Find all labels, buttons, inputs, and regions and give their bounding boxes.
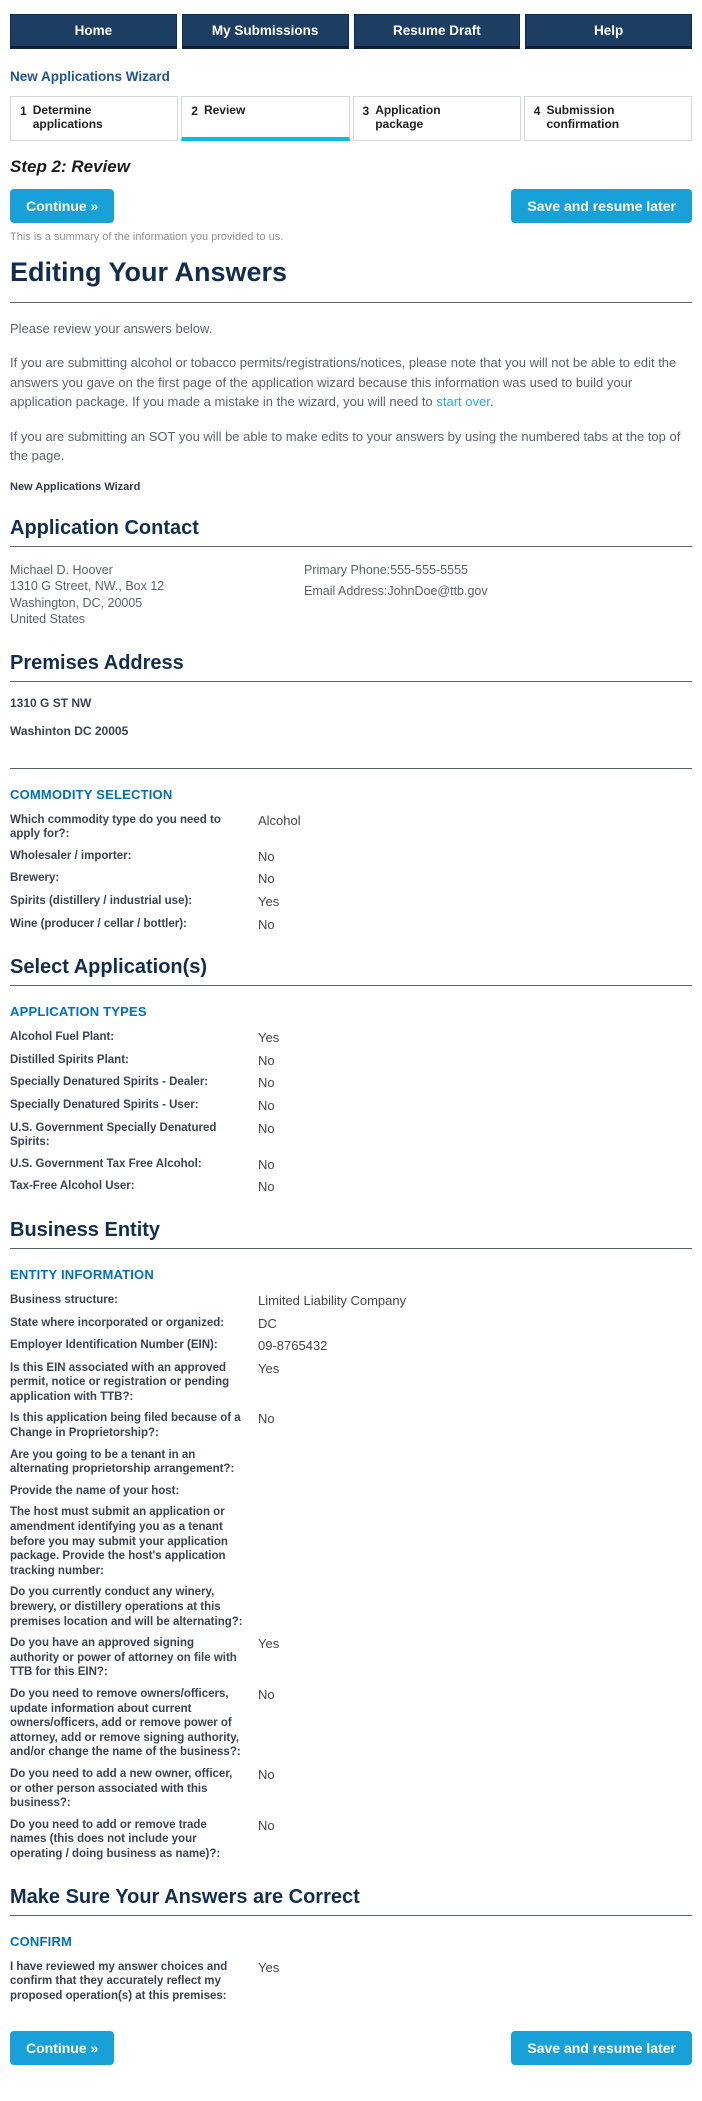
step-number: 2 <box>191 104 198 118</box>
nav-help-button[interactable]: Help <box>525 14 692 49</box>
commodity-selection-section <box>10 787 692 933</box>
page-title: Editing Your Answers <box>10 256 288 287</box>
contact-phone: Primary Phone:555-555-5555 <box>304 562 468 577</box>
qa-value: No <box>258 1156 275 1172</box>
qa-value: 09-8765432 <box>258 1338 328 1354</box>
save-resume-button-bottom[interactable]: Save and resume later <box>511 2031 692 2065</box>
confirm-section <box>10 1886 692 2004</box>
nav-my-submissions-button[interactable]: My Submissions <box>182 14 349 49</box>
qa-row <box>10 1361 692 1405</box>
contact-country: United States <box>10 612 86 627</box>
qa-row <box>10 871 692 887</box>
qa-value: No <box>258 1052 275 1068</box>
tab-step-4-submission-confirmation[interactable] <box>524 96 692 141</box>
intro-paragraph-1: Please review your answers below. <box>10 320 213 336</box>
nav-home-button[interactable]: Home <box>10 14 177 49</box>
contact-street: 1310 G Street, NW., Box 12 <box>10 579 165 594</box>
select-applications-section <box>10 956 692 1195</box>
qa-value: Yes <box>258 1030 280 1046</box>
top-action-row <box>10 189 692 223</box>
qa-row <box>10 1030 692 1046</box>
application-contact-heading: Application Contact <box>10 516 199 539</box>
intro-p2-period: . <box>489 394 494 410</box>
step-label: Determine applications <box>32 103 103 131</box>
qa-row <box>10 1075 692 1091</box>
qa-row <box>10 1960 692 2004</box>
premises-street: 1310 G ST NW <box>10 695 92 710</box>
qa-row <box>10 1316 692 1332</box>
tab-step-2-review[interactable] <box>181 96 349 141</box>
qa-row <box>10 1053 692 1069</box>
contact-city: Washington, DC, 20005 <box>10 595 143 610</box>
qa-label: Distilled Spirits Plant: <box>10 1053 129 1066</box>
qa-label: Are you going to be a tenant in an alternating proprietorship arrangement?: <box>10 1448 235 1476</box>
qa-label: Provide the name of your host: <box>10 1484 180 1497</box>
tab-step-3-application-package[interactable] <box>353 96 521 141</box>
qa-label: U.S. Government Specially Denatured Spirits: <box>10 1121 217 1149</box>
qa-row <box>10 813 692 842</box>
divider <box>10 546 692 547</box>
intro-paragraph-2 <box>10 353 692 412</box>
wizard-label-small: New Applications Wizard <box>10 480 141 493</box>
divider <box>10 768 692 769</box>
qa-row <box>10 917 692 933</box>
wizard-title: New Applications Wizard <box>10 69 170 84</box>
premises-city: Washinton DC 20005 <box>10 723 129 738</box>
qa-row <box>10 1411 692 1440</box>
qa-label: Do you have an approved signing authority or power of attorney on file with TTB for this EIN?: <box>10 1637 237 1679</box>
step-label: Submission confirmation <box>546 103 620 131</box>
intro-p2-text: If you are submitting alcohol or tobacco permits/registrations/notices, please note that you will not be able to edit the answers you gave on the first page of the application wizard because this information was used to build your application package. If you made a mistake in the wizard, you will need to <box>10 355 677 410</box>
qa-label: I have reviewed my answer choices and confirm that they accurately reflect my proposed operation(s) at this premises: <box>10 1960 228 2002</box>
qa-value: No <box>258 848 275 864</box>
qa-value: No <box>258 1179 275 1195</box>
qa-value: No <box>258 1766 275 1782</box>
application-contact-section <box>10 517 692 628</box>
qa-label: Business structure: <box>10 1293 119 1306</box>
qa-value: No <box>258 1120 275 1136</box>
qa-row <box>10 1293 692 1309</box>
qa-label: The host must submit an application or amendment identifying you as a tenant before you may submit your application package. Provide the host's application tracking number: <box>10 1506 228 1577</box>
step-number: 1 <box>20 104 27 118</box>
qa-row <box>10 1484 692 1499</box>
select-applications-heading: Select Application(s) <box>10 956 208 979</box>
qa-value: No <box>258 916 275 932</box>
step-number: 4 <box>533 104 541 118</box>
qa-label: Employer Identification Number (EIN): <box>10 1339 218 1352</box>
qa-value: No <box>258 1075 275 1091</box>
premises-address-section <box>10 652 692 738</box>
qa-value: Alcohol <box>258 812 301 828</box>
qa-row <box>10 894 692 910</box>
confirm-subheading: CONFIRM <box>10 1933 73 1949</box>
qa-label: Do you need to add a new owner, officer, or other person associated with this business?: <box>10 1767 233 1810</box>
qa-label: Tax-Free Alcohol User: <box>10 1180 135 1193</box>
qa-row <box>10 1448 692 1477</box>
contact-email: Email Address:JohnDoe@ttb.gov <box>304 584 488 599</box>
step-label: Application package <box>375 103 441 131</box>
step-number: 3 <box>362 104 370 118</box>
qa-value: Limited Liability Company <box>258 1292 407 1308</box>
qa-label: Wine (producer / cellar / bottler): <box>10 917 187 930</box>
divider <box>10 1915 692 1916</box>
qa-value: Yes <box>258 1636 280 1652</box>
step-heading: Step 2: Review <box>10 156 130 176</box>
tab-step-1-determine-applications[interactable] <box>10 96 178 141</box>
divider <box>10 1248 692 1249</box>
qa-label: State where incorporated or organized: <box>10 1316 225 1329</box>
contact-columns <box>10 562 692 628</box>
step-label: Review <box>203 103 246 117</box>
qa-label: Alcohol Fuel Plant: <box>10 1031 115 1044</box>
qa-row <box>10 1121 692 1150</box>
qa-value: No <box>258 1097 275 1113</box>
qa-label: Spirits (distillery / industrial use): <box>10 894 193 907</box>
commodity-selection-heading: COMMODITY SELECTION <box>10 786 173 802</box>
divider <box>10 302 692 303</box>
qa-label: Which commodity type do you need to apply for?: <box>10 813 221 841</box>
qa-row <box>10 849 692 865</box>
qa-label: Specially Denatured Spirits - User: <box>10 1098 199 1111</box>
business-entity-heading: Business Entity <box>10 1218 161 1241</box>
qa-row <box>10 1585 692 1629</box>
qa-row <box>10 1687 692 1760</box>
qa-value: No <box>258 1411 275 1427</box>
qa-row <box>10 1818 692 1862</box>
business-entity-section <box>10 1219 692 1862</box>
nav-resume-draft-button[interactable]: Resume Draft <box>354 14 521 49</box>
qa-label: Do you need to remove owners/officers, update information about current owners/officers, add or remove power of attorney, add or remove signing authority, and/or change the name of the business?: <box>10 1687 241 1759</box>
qa-row <box>10 1157 692 1173</box>
start-over-link[interactable]: start over <box>436 394 490 410</box>
continue-button-top[interactable]: Continue » <box>10 189 114 223</box>
divider <box>10 681 692 682</box>
summary-note: This is a summary of the information you provided to us. <box>10 230 284 243</box>
qa-label: Do you need to add or remove trade names (this does not include your operating / doing business as name)?: <box>10 1818 221 1860</box>
contact-name: Michael D. Hoover <box>10 562 113 577</box>
qa-value: No <box>258 1817 275 1833</box>
qa-value: No <box>258 871 275 887</box>
qa-label: Is this application being filed because of a Change in Proprietorship?: <box>10 1412 241 1440</box>
qa-row <box>10 1767 692 1811</box>
top-nav <box>10 14 692 49</box>
contact-address-block <box>10 562 304 628</box>
qa-label: Wholesaler / importer: <box>10 849 132 862</box>
qa-label: Is this EIN associated with an approved permit, notice or registration or pending application with TTB?: <box>10 1361 230 1403</box>
qa-label: Do you currently conduct any winery, brewery, or distillery operations at this premises location and will be alternating?: <box>10 1586 243 1628</box>
qa-value: No <box>258 1686 275 1702</box>
qa-row <box>10 1179 692 1195</box>
divider <box>10 985 692 986</box>
save-resume-button-top[interactable]: Save and resume later <box>511 189 692 223</box>
intro-paragraph-3: If you are submitting an SOT you will be able to make edits to your answers by using the numbered tabs at the top of the page. <box>10 428 681 464</box>
contact-details-block <box>304 562 488 628</box>
qa-label: Brewery: <box>10 872 60 885</box>
qa-row <box>10 1098 692 1114</box>
wizard-step-tabs <box>10 96 692 141</box>
continue-button-bottom[interactable]: Continue » <box>10 2031 114 2065</box>
qa-value: DC <box>258 1315 277 1331</box>
confirm-heading: Make Sure Your Answers are Correct <box>10 1885 360 1908</box>
entity-information-heading: ENTITY INFORMATION <box>10 1266 154 1282</box>
application-types-heading: APPLICATION TYPES <box>10 1004 147 1020</box>
qa-row <box>10 1636 692 1680</box>
qa-row <box>10 1338 692 1354</box>
premises-address-heading: Premises Address <box>10 651 184 674</box>
qa-label: Specially Denatured Spirits - Dealer: <box>10 1076 209 1089</box>
bottom-action-row <box>10 2031 692 2065</box>
qa-row <box>10 1505 692 1578</box>
qa-value: Yes <box>258 893 280 909</box>
qa-label: U.S. Government Tax Free Alcohol: <box>10 1157 202 1170</box>
qa-value: Yes <box>258 1360 280 1376</box>
qa-value: Yes <box>258 1959 280 1975</box>
